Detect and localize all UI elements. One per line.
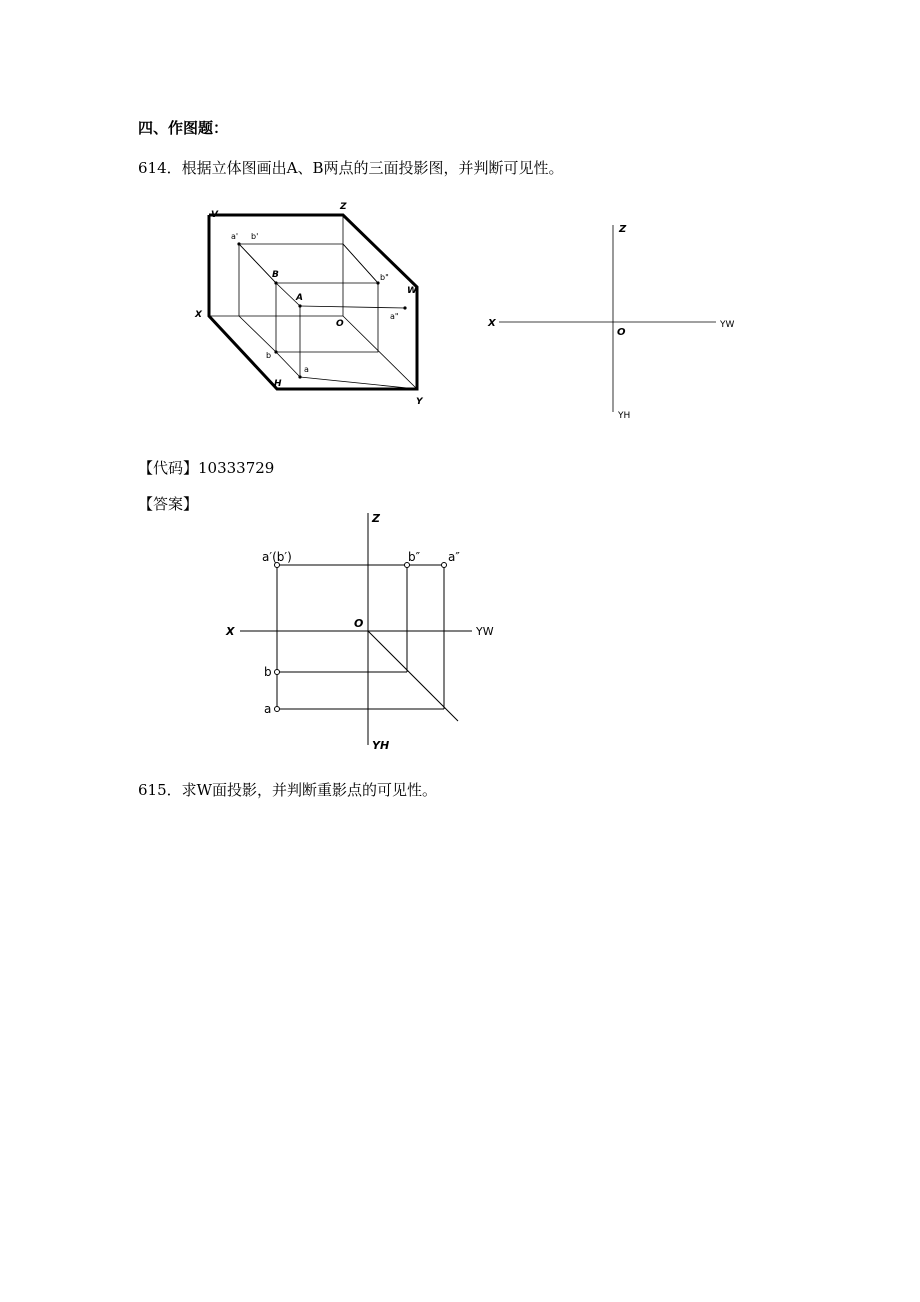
answer-projection-figure <box>220 505 510 760</box>
label-yw: YW <box>476 625 494 638</box>
v-projection-box <box>239 244 378 283</box>
label-h: H <box>274 379 282 389</box>
label-v: V <box>211 210 218 220</box>
label-b: b <box>266 351 272 360</box>
label-y: Y <box>416 397 423 407</box>
label-a-prime-b-prime: a′(b′) <box>262 550 292 564</box>
label-o: O <box>354 617 364 630</box>
label-o: O <box>336 319 344 329</box>
section-heading: 四、作图题： <box>138 119 229 137</box>
label-b-prime: b' <box>251 232 259 241</box>
label-a: a <box>264 702 272 716</box>
label-x: X <box>195 310 202 320</box>
y-axis-line <box>343 316 417 389</box>
label-a-double-prime: a″ <box>448 550 460 564</box>
label-z: Z <box>619 224 627 235</box>
label-z: Z <box>340 202 347 212</box>
code-label: 【代码】10333729 <box>138 459 275 477</box>
label-yh: YH <box>618 411 631 421</box>
label-yw: YW <box>720 320 735 330</box>
label-b-double-prime: b″ <box>408 550 421 564</box>
label-x: X <box>226 625 235 638</box>
label-w: W <box>407 286 417 296</box>
label-z: Z <box>372 512 380 525</box>
label-a-double-prime: a" <box>390 312 399 321</box>
label-big-b: B <box>272 270 279 280</box>
label-a: a <box>304 365 309 374</box>
label-x: X <box>488 318 496 329</box>
label-yh: YH <box>372 739 390 752</box>
v-plane-outline <box>209 215 417 389</box>
question-614-text: 614．根据立体图画出A、B两点的三面投影图，并判断可见性。 <box>138 159 564 177</box>
label-o: O <box>617 327 626 338</box>
pictorial-3d-figure <box>190 196 440 411</box>
label-a-prime: a' <box>231 232 239 241</box>
blank-axes-figure <box>484 220 754 425</box>
label-b-double-prime: b" <box>380 273 389 282</box>
label-b: b <box>264 665 272 679</box>
question-615-text: 615．求W面投影，并判断重影点的可见性。 <box>138 781 438 799</box>
label-big-a: A <box>296 293 303 303</box>
answer-label: 【答案】 <box>138 495 199 513</box>
